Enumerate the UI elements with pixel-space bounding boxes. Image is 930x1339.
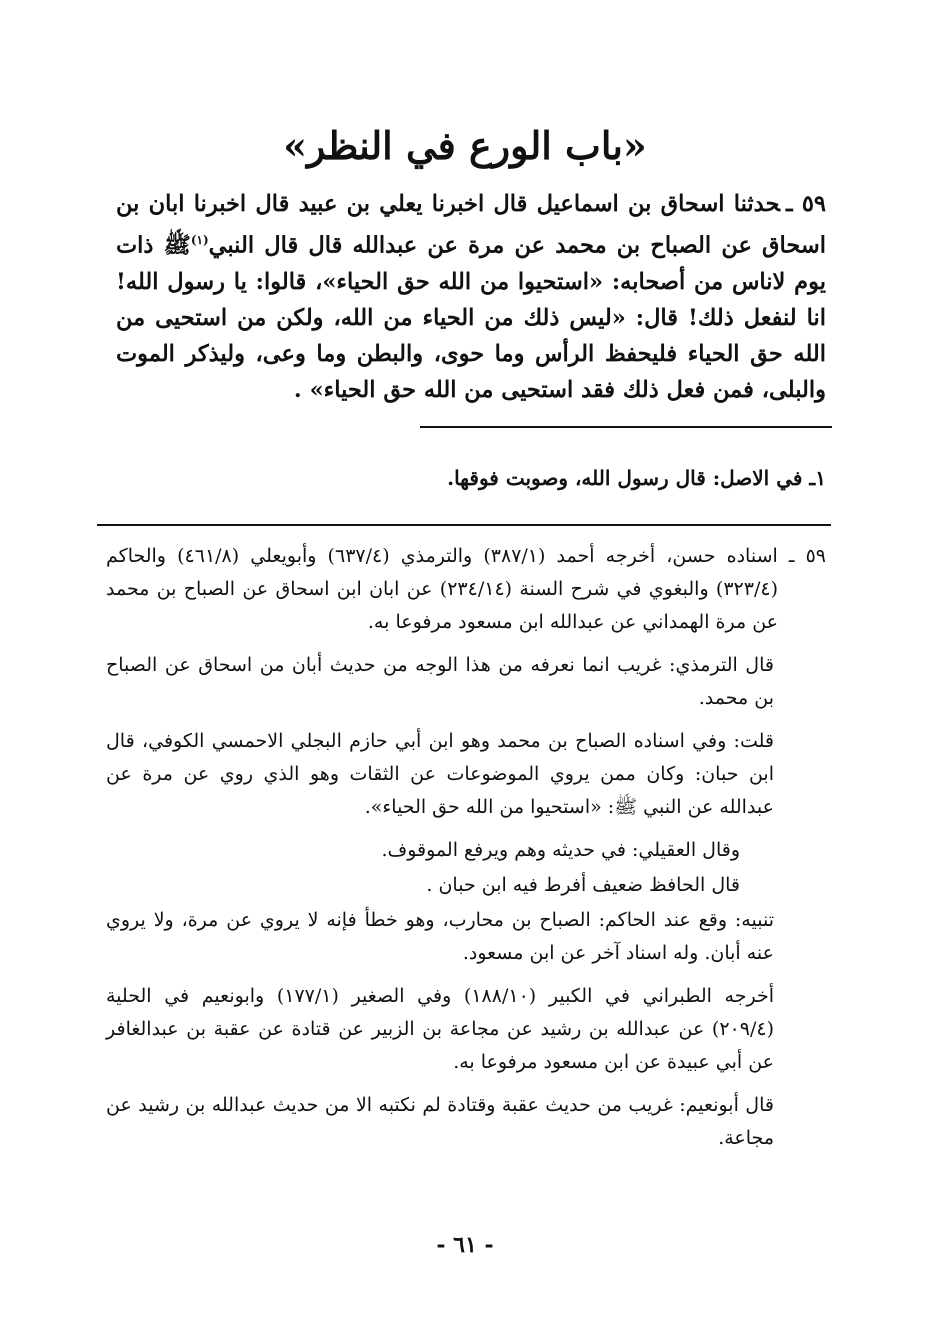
commentary-paragraph-qultu: قلت: وفي اسناده الصباح بن محمد وهو ابن أبي حازم البجلي الاحمسي الكوفي، قال ابن حبان: وكان ممن يروي الموضوعات عن الثقات وهو الذي روي عن مرة عن عبدالله عن النبي ﷺ: «استحيوا من الله حق الحياء». xyxy=(106,730,774,818)
commentary-line-hafiz: قال الحافظ ضعيف أفرط فيه ابن حبان . xyxy=(426,874,740,896)
commentary-paragraph-takhrij: ٥٩ ـ اسناده حسن، أخرجه أحمد (٣٨٧/١) والترمذي (٦٣٧/٤) وأبويعلي (٤٦١/٨) والحاكم (٣٢٣/٤) والبغوي في شرح السنة (٢٣٤/١٤) عن ابان ابن اسحاق عن الصباح بن محمد عن مرة الهمداني عن عبدالله ابن مسعود مرفوعا به. xyxy=(106,545,826,633)
hadith-text-part1: حدثنا اسحاق بن اسماعيل قال اخبرنا يعلي بن عبيد قال اخبرنا ابان بن اسحاق عن الصباح بن محمد عن مرة عن عبدالله قال قال النبي xyxy=(116,191,826,259)
footnote-reference: (١) xyxy=(190,233,209,247)
commentary-paragraph-tirmidhi: قال الترمذي: غريب انما نعرفه من هذا الوجه من حديث أبان من اسحاق عن الصباح بن محمد. xyxy=(106,654,774,709)
commentary-paragraph-tabarani: أخرجه الطبراني في الكبير (١٨٨/١٠) وفي الصغير (١٧٧/١) وابونعيم في الحلية (٢٠٩/٤) عن عبدالله بن رشيد عن مجاعة بن الزبير عن قتادة عن عقبة بن عبدالغافر عن أبي عبيدة عن ابن مسعود مرفوعا به. xyxy=(106,985,774,1073)
commentary-line-uqayli: وقال العقيلي: في حديثه وهم ويرفع الموقوف. xyxy=(381,839,740,861)
commentary-divider xyxy=(97,524,831,526)
hadith-text xyxy=(116,186,826,408)
commentary-paragraph-abunuaym: قال أبونعيم: غريب من حديث عقبة وقتادة لم نكتبه الا من حديث عبدالله بن رشيد عن مجاعة. xyxy=(106,1094,774,1149)
commentary-paragraph-tanbih: تنبيه: وقع عند الحاكم: الصباح بن محارب، وهو خطأ فإنه لا يروي عن مرة، ولا يروي عنه أبان. وله اسناد آخر عن ابن مسعود. xyxy=(106,909,774,964)
commentary-section xyxy=(106,540,826,1165)
footnote-divider xyxy=(420,426,832,428)
page-number: - ٦١ - xyxy=(436,1232,494,1258)
hadith-number: ٥٩ ـ xyxy=(786,191,826,217)
original-footnote: ١ـ في الاصل: قال رسول الله، وصوبت فوقها. xyxy=(447,466,826,490)
chapter-title: «باب الورع في النظر» xyxy=(283,123,647,168)
hadith-text-part2: ﷺ ذات يوم لاناس من أصحابه: «استحيوا من الله حق الحياء»، قالوا: يا رسول الله! انا لنفعل ذلك! قال: «ليس ذلك من الحياء من الله، ولكن من استحيى من الله حق الحياء فليحفظ الرأس وما حوى، والبطن وما وعى، وليذكر الموت والبلى، فمن فعل ذلك فقد استحيى من الله حق الحياء» . xyxy=(116,232,826,403)
